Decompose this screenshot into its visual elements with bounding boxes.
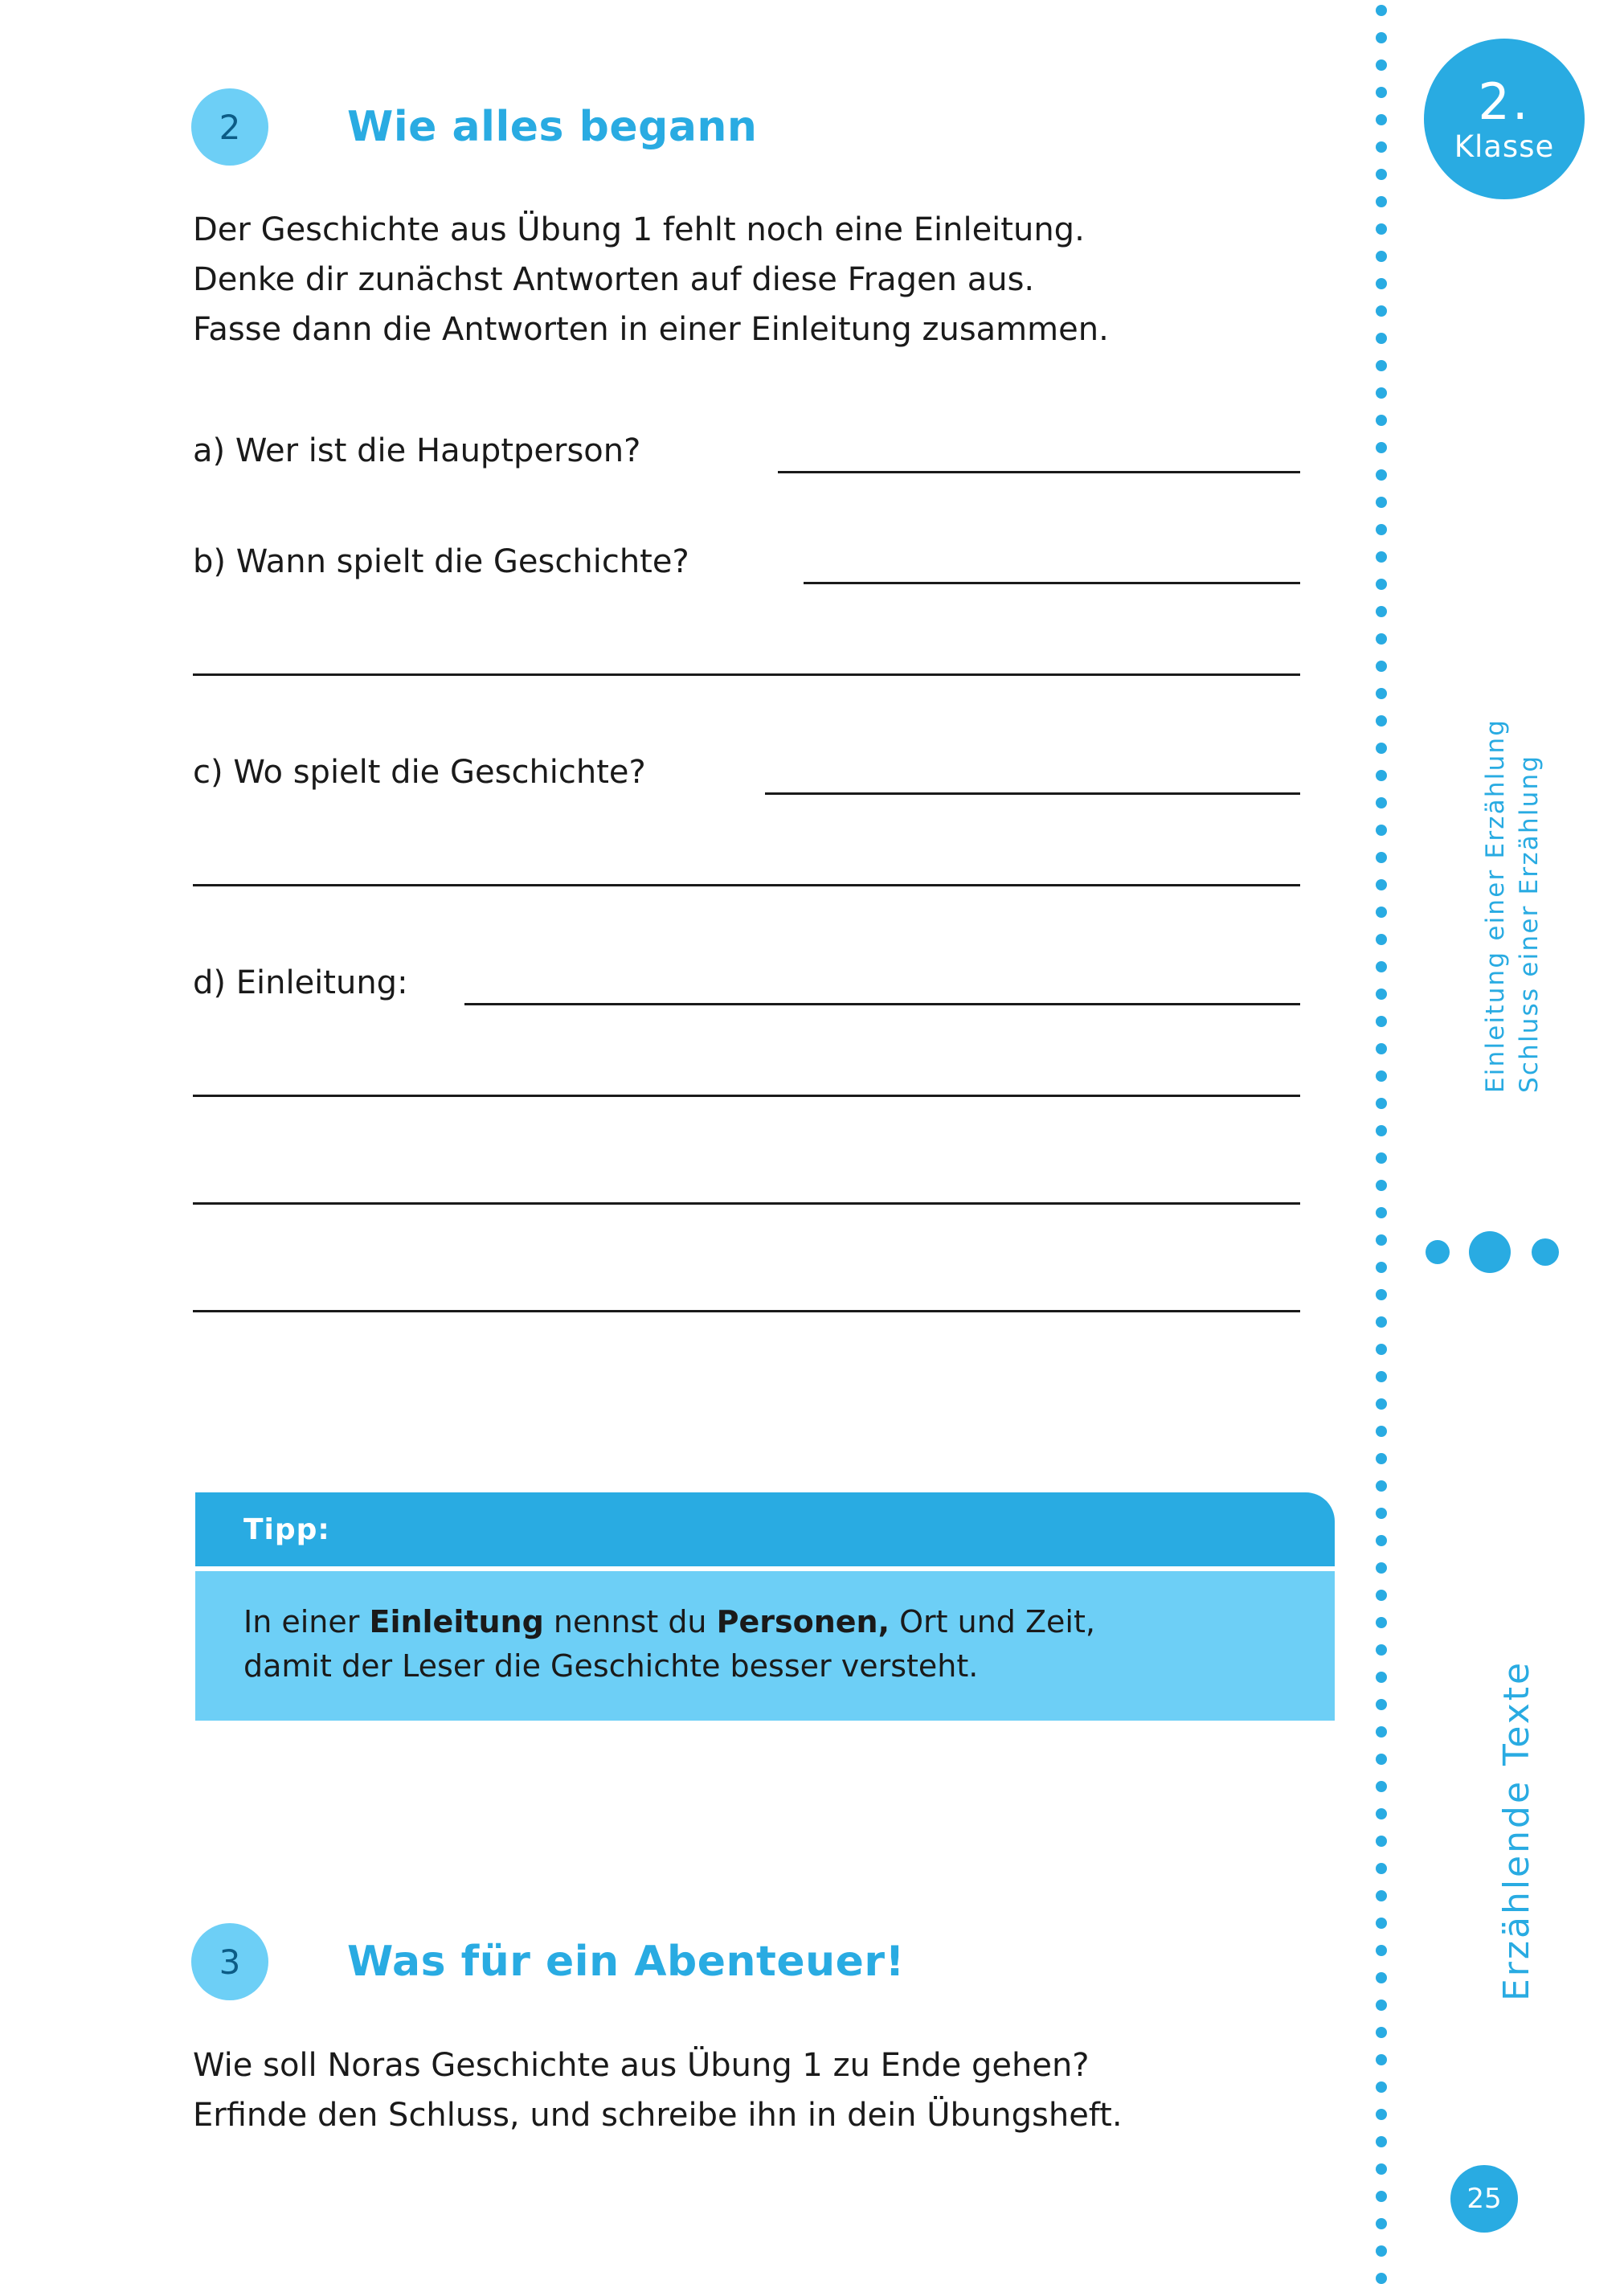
tipp-bold-einleitung: Einleitung (369, 1604, 544, 1639)
answer-line-b-2[interactable] (193, 673, 1300, 676)
tipp-body (195, 1571, 1335, 1721)
divider-dot-icon (1376, 1207, 1387, 1218)
divider-dot-icon (1376, 1726, 1387, 1738)
divider-dot-icon (1376, 360, 1387, 371)
exercise3-line1: Wie soll Noras Geschichte aus Übung 1 zu Ende gehen? (193, 2047, 1090, 2084)
divider-dot-icon (1376, 1535, 1387, 1546)
divider-dot-icon (1376, 1918, 1387, 1929)
answer-line-d-2[interactable] (193, 1095, 1300, 1097)
divider-dot-icon (1376, 2109, 1387, 2120)
tipp-text-part3: Ort und Zeit, (890, 1604, 1095, 1639)
divider-dot-icon (1376, 1672, 1387, 1683)
divider-dot-icon (1376, 661, 1387, 672)
divider-dot-icon (1376, 1562, 1387, 1574)
divider-dot-icon (1376, 1316, 1387, 1328)
divider-dot-icon (1376, 1234, 1387, 1246)
divider-dot-icon (1376, 1398, 1387, 1410)
divider-dot-icon (1376, 2027, 1387, 2038)
divider-dot-icon (1376, 497, 1387, 508)
divider-dot-icon (1376, 879, 1387, 890)
divider-dot-icon (1376, 1180, 1387, 1191)
chapter-label-text: Erzählende Texte (1496, 1660, 1537, 2001)
divider-dot-icon (1376, 5, 1387, 16)
divider-dot-icon (1376, 114, 1387, 125)
divider-dot-icon (1376, 415, 1387, 426)
divider-dot-icon (1376, 1945, 1387, 1956)
divider-dot-icon (1376, 1262, 1387, 1273)
side-topic-labels (1442, 611, 1544, 1109)
divider-dot-icon (1376, 251, 1387, 262)
dot-small-icon (1426, 1240, 1450, 1264)
side-label-einleitung: Einleitung einer Erzählung (1481, 718, 1510, 1093)
exercise2-intro-line1: Der Geschichte aus Übung 1 fehlt noch eine Einleitung. (193, 211, 1085, 248)
answer-line-d-3[interactable] (193, 1202, 1300, 1205)
dot-large-icon (1469, 1231, 1511, 1273)
question-a-label: a) Wer ist die Hauptperson? (193, 432, 641, 469)
page-number: 25 (1450, 2165, 1518, 2233)
divider-dot-icon (1376, 633, 1387, 645)
divider-dot-icon (1376, 1480, 1387, 1492)
divider-dot-icon (1376, 989, 1387, 1000)
divider-dot-icon (1376, 852, 1387, 863)
divider-dot-icon (1376, 551, 1387, 563)
divider-dot-icon (1376, 715, 1387, 727)
tipp-text-part1: In einer (243, 1604, 370, 1639)
divider-dot-icon (1376, 59, 1387, 71)
divider-dot-icon (1376, 387, 1387, 399)
divider-dot-icon (1376, 169, 1387, 180)
exercise2-intro-line2: Denke dir zunächst Antworten auf diese Fragen aus. (193, 261, 1035, 298)
divider-dot-icon (1376, 1070, 1387, 1082)
divider-dot-icon (1376, 223, 1387, 235)
decorative-dots (1424, 1228, 1593, 1276)
divider-dot-icon (1376, 1098, 1387, 1109)
grade-number: 2. (1478, 72, 1531, 131)
question-c-label: c) Wo spielt die Geschichte? (193, 754, 646, 791)
divider-dot-icon (1376, 1863, 1387, 1874)
tipp-text-part2: nennst du (543, 1604, 717, 1639)
exercise-title-2: Wie alles begann (347, 103, 758, 151)
divider-dot-icon (1376, 1808, 1387, 1819)
divider-dot-icon (1376, 934, 1387, 945)
divider-dot-icon (1376, 2000, 1387, 2011)
exercise-title-3: Was für ein Abenteuer! (347, 1938, 905, 1986)
divider-dot-icon (1376, 2163, 1387, 2175)
divider-dot-icon (1376, 196, 1387, 207)
exercise-number-2: 2 (191, 88, 268, 166)
divider-dot-icon (1376, 1152, 1387, 1164)
divider-dot-icon (1376, 743, 1387, 754)
answer-line-c-1[interactable] (765, 792, 1300, 795)
divider-dot-icon (1376, 1699, 1387, 1710)
exercise3-line2: Erfinde den Schluss, und schreibe ihn in dein Übungsheft. (193, 2097, 1123, 2134)
divider-dot-icon (1376, 2054, 1387, 2065)
divider-dot-icon (1376, 825, 1387, 836)
question-d-label: d) Einleitung: (193, 964, 408, 1001)
divider-dot-icon (1376, 2273, 1387, 2284)
divider-dot-icon (1376, 1371, 1387, 1382)
divider-dot-icon (1376, 1453, 1387, 1464)
divider-dot-icon (1376, 579, 1387, 590)
divider-dot-icon (1376, 1754, 1387, 1765)
divider-dot-icon (1376, 278, 1387, 289)
divider-dot-icon (1376, 469, 1387, 481)
tipp-bold-personen: Personen, (716, 1604, 890, 1639)
divider-dot-icon (1376, 2136, 1387, 2147)
divider-dot-icon (1376, 1125, 1387, 1136)
divider-dot-icon (1376, 1508, 1387, 1519)
divider-dot-icon (1376, 1890, 1387, 1901)
exercise-number-3: 3 (191, 1923, 268, 2000)
dotted-divider (1376, 0, 1387, 2282)
divider-dot-icon (1376, 32, 1387, 43)
divider-dot-icon (1376, 1016, 1387, 1027)
divider-dot-icon (1376, 688, 1387, 699)
dot-medium-icon (1532, 1238, 1559, 1266)
question-b-label: b) Wann spielt die Geschichte? (193, 543, 689, 580)
answer-line-d-1[interactable] (464, 1003, 1300, 1005)
divider-dot-icon (1376, 770, 1387, 781)
divider-dot-icon (1376, 1972, 1387, 1983)
answer-line-d-4[interactable] (193, 1310, 1300, 1312)
divider-dot-icon (1376, 1644, 1387, 1656)
exercise2-intro-line3: Fasse dann die Antworten in einer Einleitung zusammen. (193, 311, 1109, 348)
divider-dot-icon (1376, 141, 1387, 153)
answer-line-c-2[interactable] (193, 884, 1300, 886)
divider-dot-icon (1376, 2245, 1387, 2257)
divider-dot-icon (1376, 442, 1387, 453)
grade-word: Klasse (1454, 129, 1555, 164)
divider-dot-icon (1376, 305, 1387, 317)
divider-dot-icon (1376, 524, 1387, 535)
divider-dot-icon (1376, 1590, 1387, 1601)
divider-dot-icon (1376, 797, 1387, 808)
divider-dot-icon (1376, 1344, 1387, 1355)
side-label-schluss: Schluss einer Erzählung (1515, 754, 1544, 1093)
tipp-heading: Tipp: (195, 1492, 1335, 1566)
divider-dot-icon (1376, 2191, 1387, 2202)
answer-line-b-1[interactable] (804, 582, 1300, 584)
divider-dot-icon (1376, 1289, 1387, 1300)
answer-line-a-1[interactable] (778, 471, 1300, 473)
grade-badge (1424, 39, 1585, 199)
divider-dot-icon (1376, 1426, 1387, 1437)
divider-dot-icon (1376, 907, 1387, 918)
chapter-label (1454, 1567, 1537, 2017)
divider-dot-icon (1376, 1836, 1387, 1847)
divider-dot-icon (1376, 87, 1387, 98)
divider-dot-icon (1376, 1617, 1387, 1628)
divider-dot-icon (1376, 1043, 1387, 1054)
tipp-text-line2: damit der Leser die Geschichte besser versteht. (243, 1648, 979, 1684)
divider-dot-icon (1376, 1781, 1387, 1792)
divider-dot-icon (1376, 333, 1387, 344)
tipp-box (195, 1492, 1335, 1721)
divider-dot-icon (1376, 961, 1387, 972)
divider-dot-icon (1376, 606, 1387, 617)
divider-dot-icon (1376, 2218, 1387, 2229)
divider-dot-icon (1376, 2081, 1387, 2093)
